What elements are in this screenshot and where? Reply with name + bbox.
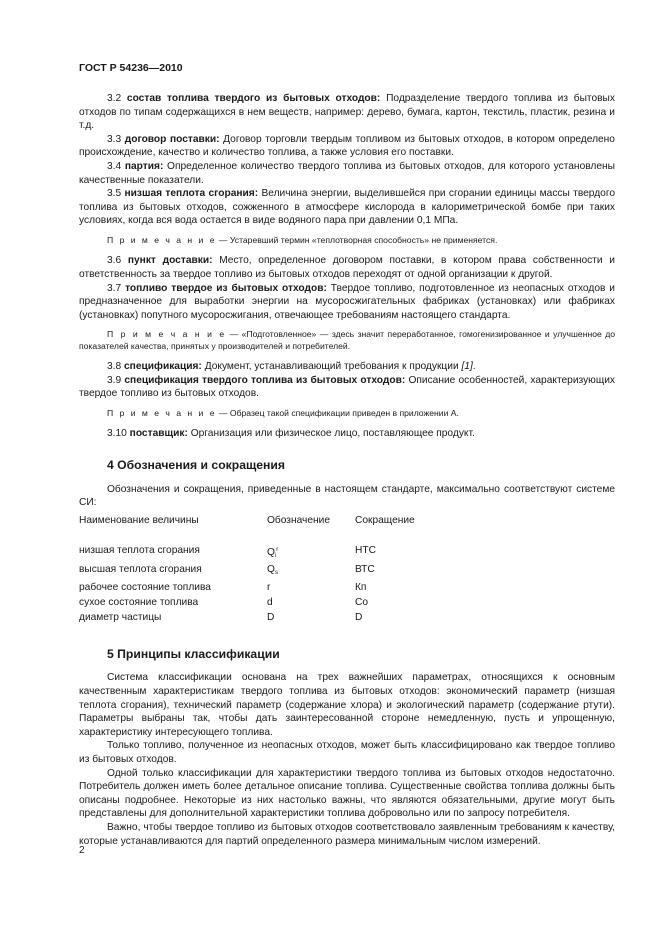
definition-text: Твердое топливо, подготовленное из неопасных отходов и предназначенное для выработки энергии на мусоросжигательных фабриках (установках) или фабриках (установках) попутного мусоросжигания, отвечающее требованиям настоящего стандарта.: [79, 282, 615, 321]
definition-number: 3.4: [107, 160, 122, 172]
definition-term: спецификация:: [124, 361, 202, 373]
note-label: П р и м е ч а н и е: [107, 329, 227, 340]
table-cell-name: низшая теплота сгорания: [79, 544, 200, 556]
note: [79, 329, 615, 352]
section-5-heading: 5 Принципы классификации: [107, 646, 280, 661]
definition-text: Договор торговли твердым топливом из бытовых отходов, в котором определено происхождение, качество и количество топлива, а также условия его поставки.: [79, 133, 615, 159]
definition-3-10: [79, 427, 615, 441]
definition-3-6: [79, 254, 615, 281]
definition-3-8: [79, 360, 615, 374]
table-cell-abbr: НТС: [355, 544, 376, 556]
note-text: — Образец такой спецификации приведен в приложении А.: [216, 407, 459, 418]
note-text: — Устаревший термин «теплотворная способность» не применяется.: [216, 234, 498, 245]
table-cell-symbol: D: [267, 611, 275, 623]
table-cell-symbol: d: [267, 596, 273, 608]
definition-text: Организация или физическое лицо, поставляющее продукт.: [190, 428, 475, 440]
definition-term: состав топлива твердого из бытовых отходов:: [126, 93, 381, 104]
definition-text: Определенное количество твердого топлива из бытовых отходов, для которого установлены качественные показатели.: [79, 160, 615, 186]
definition-number: 3.5: [107, 188, 122, 200]
definition-term: поставщик:: [129, 428, 188, 440]
table-row: [79, 611, 455, 626]
table-row: [79, 563, 455, 581]
definition-text: Документ, устанавливающий требования к продукции: [204, 361, 462, 373]
definition-number: 3.10: [107, 428, 127, 440]
definition-number: 3.9: [107, 374, 122, 386]
definition-3-7: [79, 282, 615, 323]
table-cell-abbr: ВТС: [355, 564, 375, 576]
section-5-paragraph: Только топливо, полученное из неопасных отходов, может быть классифицировано как твердое топливо из бытовых отходов.: [79, 740, 615, 766]
table-header-cell: Наименование величины: [79, 514, 199, 526]
definition-term: пункт доставки:: [127, 255, 213, 267]
table-header-cell: Обозначение: [267, 514, 331, 526]
table-row: [79, 581, 455, 596]
table-cell-name: диаметр частицы: [79, 611, 162, 623]
page-content: [79, 92, 615, 848]
table-cell-symbol: $Q_i^r$: [267, 546, 279, 559]
abbreviations-table: [79, 514, 455, 626]
definition-3-9: [79, 374, 615, 401]
definition-number: 3.3: [107, 133, 122, 145]
note-label: П р и м е ч а н и е: [107, 234, 217, 245]
table-cell-symbol: r: [267, 581, 271, 593]
table-row: [79, 596, 455, 611]
table-cell-abbr: Со: [355, 596, 369, 608]
definition-term: низшая теплота сгорания:: [124, 188, 259, 200]
definition-number: 3.8: [107, 361, 122, 373]
definition-text: Описание особенностей, характеризующих твердое топливо из бытовых отходов.: [79, 374, 615, 400]
note: [79, 235, 615, 246]
definition-term: спецификация твердого топлива из бытовых отходов:: [124, 374, 406, 386]
definition-3-2: [79, 92, 615, 133]
definition-number: 3.7: [107, 282, 122, 294]
table-cell-symbol: $Q_s$: [267, 564, 278, 577]
definition-term: топливо твердое из бытовых отходов:: [125, 282, 327, 294]
table-header-cell: Сокращение: [355, 514, 415, 526]
table-header-row: [79, 514, 455, 529]
definition-text: Место, определенное договором поставки, в котором права собственности и ответственность за твердое топливо из бытовых отходов переходят от одной организации к другой.: [79, 255, 615, 280]
note: [79, 408, 615, 419]
definition-3-5: [79, 187, 615, 228]
section-4-heading: 4 Обозначения и сокращения: [107, 457, 286, 472]
note-label: П р и м е ч а н и е: [107, 407, 217, 418]
section-5-paragraph: Важно, чтобы твердое топливо из бытовых отходов соответствовало заявленным требованиям к качеству, которые устанавливаются для партий определенного размера минимальным числом измерений.: [79, 822, 615, 847]
table-cell-name: сухое состояние топлива: [79, 596, 199, 608]
definition-number: 3.6: [107, 255, 122, 267]
table-cell-abbr: Кп: [355, 581, 367, 593]
section-5-paragraph: Система классификации основана на трех важнейших параметрах, относящихся к основным качественным характеристикам твердого топлива из бытовых отходов: экономический параметр (низшая теплота сгорания), технический параметр (содержание хлора) и экологический параметр (содержание ртути). Параметры выбраны так, чтобы дать заинтересованной стороне немедленную, пусть и упрощенную, характеристику интересующего топлива.: [79, 672, 615, 738]
definition-tail: .: [472, 361, 476, 373]
document-header: ГОСТ Р 54236—2010: [79, 62, 183, 74]
section-4-intro: Обозначения и сокращения, приведенные в настоящем стандарте, максимально соответствуют системе СИ:: [79, 483, 615, 509]
table-cell-name: высшая теплота сгорания: [79, 564, 202, 576]
definition-term: партия:: [124, 160, 164, 172]
definition-3-4: [79, 160, 615, 187]
definition-text: Подразделение твердого топлива из бытовых отходов по типам содержащихся в нем веществ, например: дерево, бумага, картон, текстиль, пластик, резина и т.д.: [79, 93, 615, 132]
page-number: 2: [79, 845, 85, 856]
table-cell-abbr: D: [355, 611, 363, 623]
definition-number: 3.2: [107, 93, 122, 104]
note-text: — «Подготовленное» — здесь значит переработанное, гомогенизированное и улучшенное до показателей качества, принятых у производителей и потребителей.: [79, 329, 615, 351]
definition-3-3: [79, 133, 615, 160]
section-5-paragraph: Одной только классификации для характеристики твердого топлива из бытовых отходов недостаточно. Потребитель должен иметь более детальное описание топлива. Существенные свойства топлива должны быть описаны подробнее. Некоторые из них настолько важны, что являются обязательными, другие могут быть представлены для дополнительной характеристики топлива добровольно или по запросу потребителя.: [79, 767, 615, 820]
table-cell-name: рабочее состояние топлива: [79, 581, 211, 593]
definition-term: договор поставки:: [124, 133, 220, 145]
reference-link[interactable]: [1]: [461, 361, 473, 373]
table-row: [79, 544, 455, 564]
definition-text: Величина энергии, выделившейся при сгорании единицы массы твердого топлива из бытовых отходов, сожженного в атмосфере кислорода в калориметрической бомбе при таких условиях, когда вся вода остается в виде водяного пара при давлении 0,1 МПа.: [79, 188, 615, 227]
